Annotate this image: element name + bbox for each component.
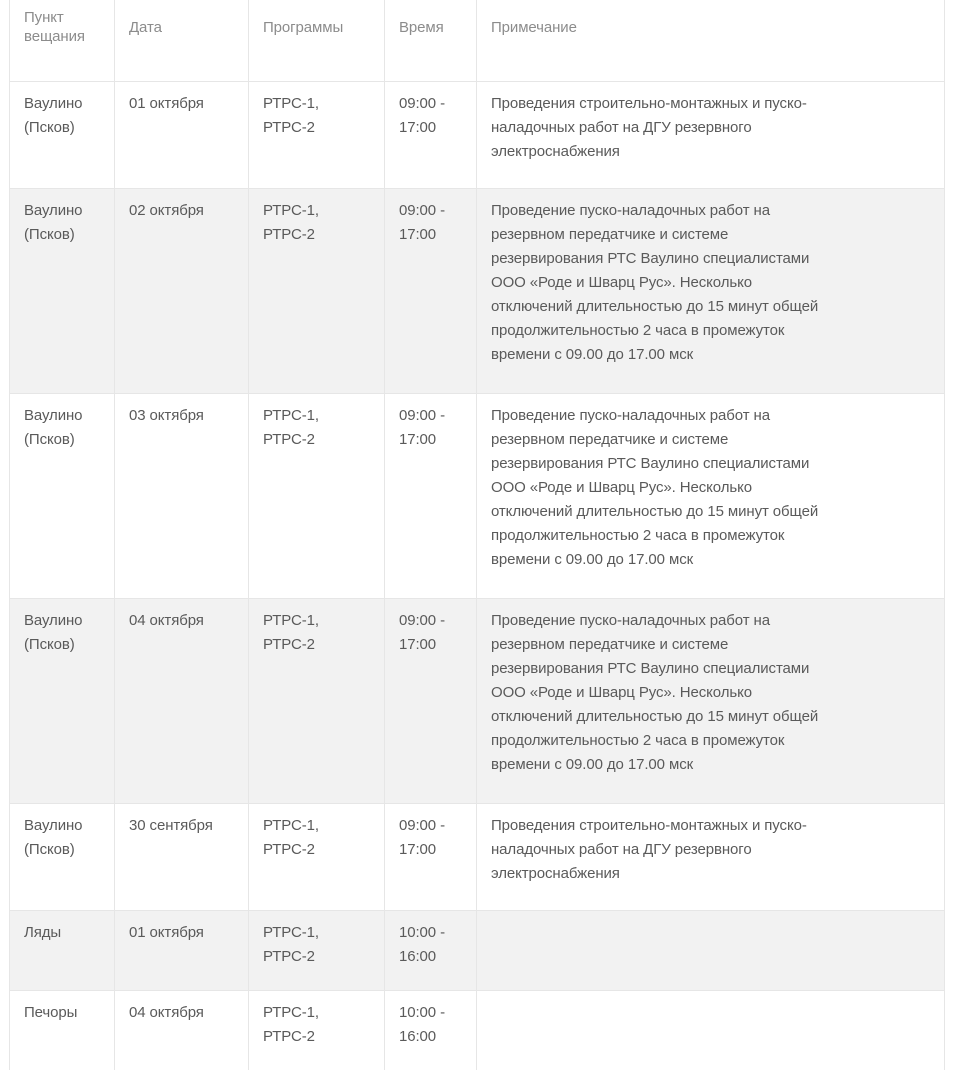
cell-note: Проведения строительно-монтажных и пуско- наладочных работ на ДГУ резервного электроснабжения (477, 82, 945, 189)
cell-time: 09:00 - 17:00 (385, 394, 477, 599)
cell-note: Проведение пуско-наладочных работ на резервном передатчике и системе резервирования РТС Ваулино специалистами ООО «Роде и Шварц Рус». Несколько отключений длительностью до 15 минут общей продолжительностью 2 часа в промежуток времени с 09.00 до 17.00 мск (477, 189, 945, 394)
cell-date: 04 октября (115, 599, 249, 804)
cell-time: 09:00 - 17:00 (385, 82, 477, 189)
header-note: Примечание (477, 0, 945, 82)
broadcast-schedule-table-container (9, 0, 944, 1070)
broadcast-schedule-table (9, 0, 945, 1070)
cell-programs: РТРС-1, РТРС-2 (249, 394, 385, 599)
cell-note: Проведение пуско-наладочных работ на резервном передатчике и системе резервирования РТС Ваулино специалистами ООО «Роде и Шварц Рус». Несколько отключений длительностью до 15 минут общей продолжительностью 2 часа в промежуток времени с 09.00 до 17.00 мск (477, 599, 945, 804)
cell-programs: РТРС-1, РТРС-2 (249, 599, 385, 804)
cell-date: 01 октября (115, 82, 249, 189)
cell-point: Ваулино (Псков) (10, 189, 115, 394)
cell-note: Проведения строительно-монтажных и пуско- наладочных работ на ДГУ резервного электроснабжения (477, 804, 945, 911)
cell-programs: РТРС-1, РТРС-2 (249, 82, 385, 189)
cell-time: 09:00 - 17:00 (385, 599, 477, 804)
table-body (10, 82, 945, 1070)
table-row (10, 599, 945, 804)
cell-point: Ваулино (Псков) (10, 82, 115, 189)
cell-programs: РТРС-1, РТРС-2 (249, 991, 385, 1070)
cell-point: Ляды (10, 911, 115, 991)
cell-date: 01 октября (115, 911, 249, 991)
header-time: Время (385, 0, 477, 82)
cell-point: Печоры (10, 991, 115, 1070)
cell-programs: РТРС-1, РТРС-2 (249, 189, 385, 394)
cell-programs: РТРС-1, РТРС-2 (249, 911, 385, 991)
table-row (10, 991, 945, 1070)
header-row (10, 0, 945, 82)
cell-time: 09:00 - 17:00 (385, 189, 477, 394)
table-row (10, 394, 945, 599)
cell-date: 04 октября (115, 991, 249, 1070)
table-row (10, 911, 945, 991)
cell-point: Ваулино (Псков) (10, 804, 115, 911)
cell-note: Проведение пуско-наладочных работ на резервном передатчике и системе резервирования РТС Ваулино специалистами ООО «Роде и Шварц Рус». Несколько отключений длительностью до 15 минут общей продолжительностью 2 часа в промежуток времени с 09.00 до 17.00 мск (477, 394, 945, 599)
cell-time: 10:00 - 16:00 (385, 911, 477, 991)
cell-time: 09:00 - 17:00 (385, 804, 477, 911)
cell-time: 10:00 - 16:00 (385, 991, 477, 1070)
cell-date: 30 сентября (115, 804, 249, 911)
cell-point: Ваулино (Псков) (10, 394, 115, 599)
table-row (10, 189, 945, 394)
header-date: Дата (115, 0, 249, 82)
cell-point: Ваулино (Псков) (10, 599, 115, 804)
header-programs: Программы (249, 0, 385, 82)
cell-date: 03 октября (115, 394, 249, 599)
cell-note (477, 991, 945, 1070)
cell-date: 02 октября (115, 189, 249, 394)
header-point: Пункт вещания (10, 0, 115, 82)
cell-note (477, 911, 945, 991)
table-header (10, 0, 945, 82)
table-row (10, 804, 945, 911)
table-row (10, 82, 945, 189)
cell-programs: РТРС-1, РТРС-2 (249, 804, 385, 911)
